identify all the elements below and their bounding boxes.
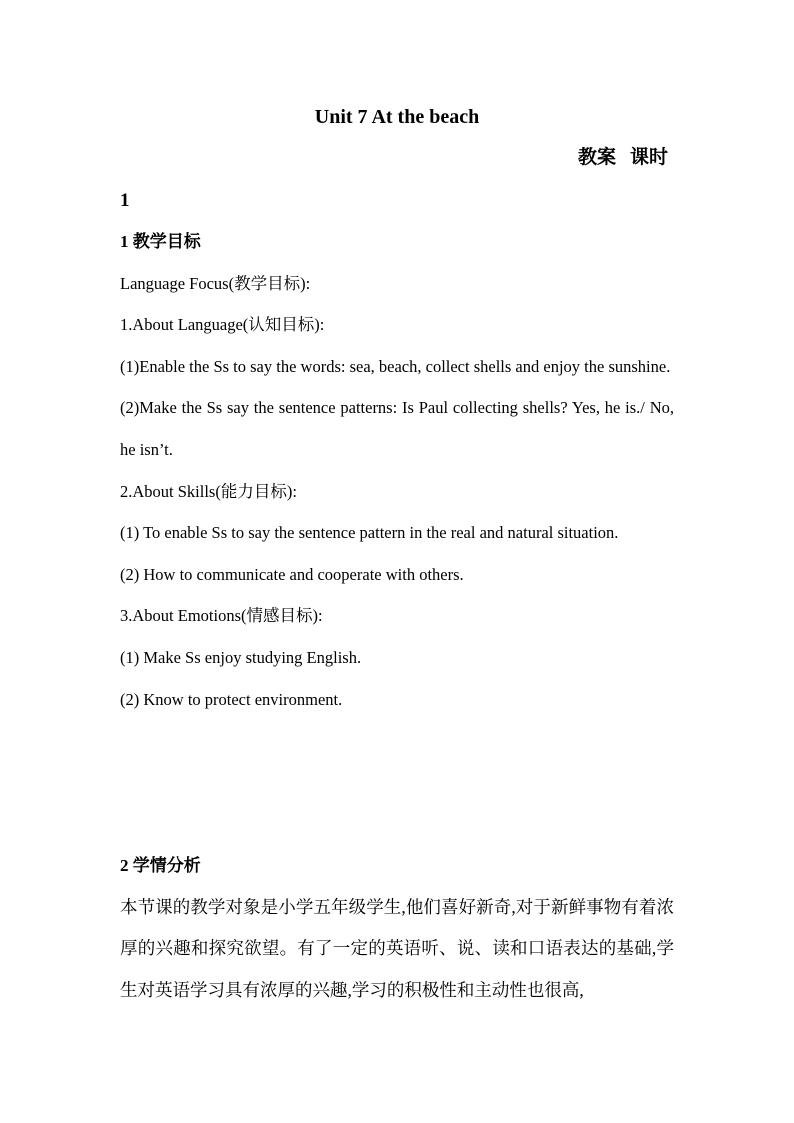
language-objective-1: (1)Enable the Ss to say the words: sea, beach, collect shells and enjoy the sunshine. <box>120 356 671 376</box>
section-student-analysis <box>120 845 674 1011</box>
section-1-heading: 1 教学目标 <box>120 232 201 251</box>
subtitle-lesson-plan: 教案 <box>577 147 616 168</box>
language-objective-2: (2)Make the Ss say the sentence patterns: Is Paul collecting shells? Yes, he is./ No, he isn’t. <box>120 398 674 459</box>
skill-objective-1: (1) To enable Ss to say the sentence pattern in the real and natural situation. <box>120 523 619 543</box>
emotion-objective-1: (1) Make Ss enjoy studying English. <box>120 647 362 667</box>
student-analysis-paragraph: 本节课的教学对象是小学五年级学生,他们喜好新奇,对于新鲜事物有着浓厚的兴趣和探究欲望。有了一定的英语听、说、读和口语表达的基础,学生对英语学习具有浓厚的兴趣,学习的积极性和主动性也很高, <box>120 896 674 1000</box>
document-title: Unit 7 At the beach <box>314 106 480 128</box>
about-skills-label: 2.About Skills(能力目标): <box>120 481 297 501</box>
about-emotions-label: 3.About Emotions(情感目标): <box>120 606 323 626</box>
emotion-objective-2: (2) Know to protect environment. <box>120 689 343 709</box>
document-subtitle <box>578 145 668 171</box>
section-teaching-objectives <box>120 221 674 720</box>
language-focus-label: Language Focus(教学目标): <box>120 273 311 293</box>
skill-objective-2: (2) How to communicate and cooperate with others. <box>120 564 464 584</box>
section-2-heading: 2 学情分析 <box>120 856 201 875</box>
subtitle-period: 课时 <box>629 147 668 168</box>
about-language-label: 1.About Language(认知目标): <box>120 315 325 335</box>
lesson-number: 1 <box>120 190 130 211</box>
